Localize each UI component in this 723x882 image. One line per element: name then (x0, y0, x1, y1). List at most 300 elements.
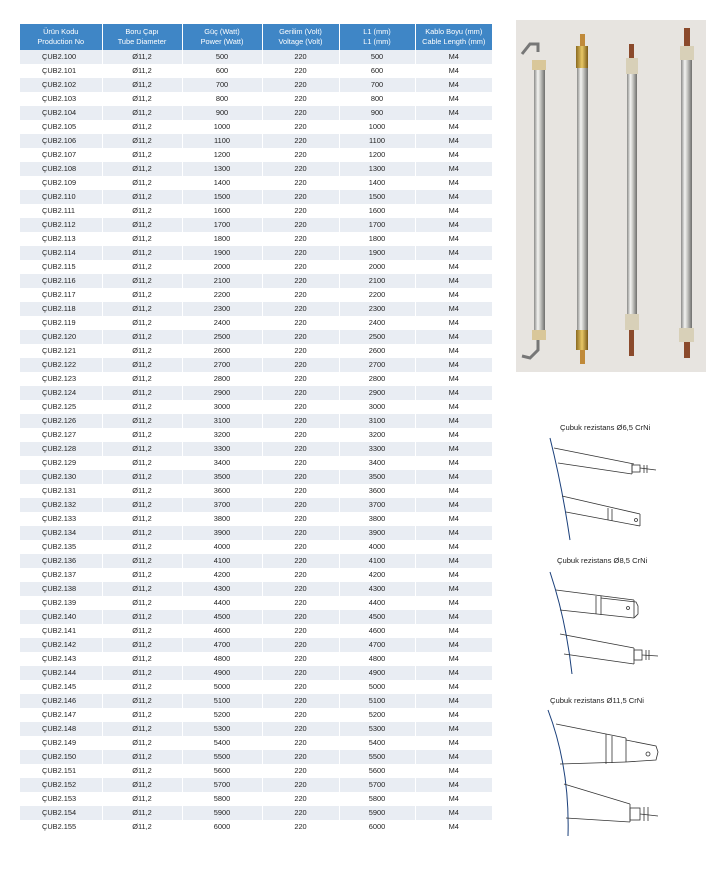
table-cell: Ø11,2 (102, 302, 182, 316)
table-cell: M4 (415, 302, 492, 316)
table-cell: ÇUB2.104 (20, 106, 102, 120)
table-cell: ÇUB2.111 (20, 204, 102, 218)
table-cell: 220 (262, 666, 339, 680)
column-header-en: L1 (mm) (363, 37, 391, 46)
table-cell: 4000 (339, 540, 415, 554)
table-cell: ÇUB2.128 (20, 442, 102, 456)
table-cell: Ø11,2 (102, 596, 182, 610)
heating-rods-photo (516, 20, 706, 372)
table-cell: Ø11,2 (102, 148, 182, 162)
table-cell: 3700 (182, 498, 262, 512)
table-cell: 2100 (182, 274, 262, 288)
table-row (20, 778, 492, 792)
table-cell: 4400 (339, 596, 415, 610)
table-cell: 220 (262, 386, 339, 400)
table-cell: 4300 (182, 582, 262, 596)
table-cell: 5600 (339, 764, 415, 778)
table-cell: ÇUB2.120 (20, 330, 102, 344)
table-cell: 220 (262, 162, 339, 176)
table-cell: 500 (339, 50, 415, 64)
table-cell: Ø11,2 (102, 190, 182, 204)
table-cell: 220 (262, 722, 339, 736)
table-cell: M4 (415, 330, 492, 344)
table-cell: Ø11,2 (102, 792, 182, 806)
table-cell: Ø11,2 (102, 50, 182, 64)
table-cell: 220 (262, 582, 339, 596)
table-cell: 220 (262, 498, 339, 512)
table-cell: 1800 (339, 232, 415, 246)
table-cell: 5000 (182, 680, 262, 694)
table-cell: 4700 (339, 638, 415, 652)
table-row (20, 610, 492, 624)
table-cell: M4 (415, 484, 492, 498)
table-cell: ÇUB2.139 (20, 596, 102, 610)
table-cell: 220 (262, 400, 339, 414)
table-cell: M4 (415, 218, 492, 232)
table-cell: M4 (415, 610, 492, 624)
table-cell: 220 (262, 204, 339, 218)
table-cell: ÇUB2.140 (20, 610, 102, 624)
table-cell: Ø11,2 (102, 232, 182, 246)
table-cell: 5100 (339, 694, 415, 708)
table-cell: 220 (262, 470, 339, 484)
table-row (20, 554, 492, 568)
table-cell: 5400 (182, 736, 262, 750)
table-cell: ÇUB2.133 (20, 512, 102, 526)
table-cell: 3400 (182, 456, 262, 470)
table-cell: 1900 (182, 246, 262, 260)
table-cell: 220 (262, 484, 339, 498)
table-cell: 220 (262, 274, 339, 288)
column-header-tr: Güç (Watt) (204, 27, 240, 36)
table-cell: M4 (415, 470, 492, 484)
table-row (20, 498, 492, 512)
table-cell: 5300 (339, 722, 415, 736)
table-cell: 2700 (182, 358, 262, 372)
table-cell: ÇUB2.138 (20, 582, 102, 596)
table-cell: 2900 (339, 386, 415, 400)
table-row (20, 232, 492, 246)
table-cell: 6000 (339, 820, 415, 834)
table-row (20, 736, 492, 750)
table-cell: M4 (415, 204, 492, 218)
rod-2 (576, 34, 588, 364)
table-row (20, 204, 492, 218)
table-row (20, 456, 492, 470)
table-cell: Ø11,2 (102, 736, 182, 750)
table-row (20, 624, 492, 638)
table-cell: 220 (262, 694, 339, 708)
table-cell: 5500 (339, 750, 415, 764)
table-cell: 1000 (339, 120, 415, 134)
table-cell: Ø11,2 (102, 274, 182, 288)
table-cell: M4 (415, 652, 492, 666)
table-row (20, 820, 492, 834)
table-row (20, 568, 492, 582)
table-cell: ÇUB2.144 (20, 666, 102, 680)
table-cell: 220 (262, 750, 339, 764)
table-row (20, 680, 492, 694)
table-cell: 1300 (339, 162, 415, 176)
column-header (20, 24, 102, 50)
table-cell: Ø11,2 (102, 358, 182, 372)
table-cell: ÇUB2.105 (20, 120, 102, 134)
table-cell: Ø11,2 (102, 330, 182, 344)
table-cell: 220 (262, 680, 339, 694)
table-cell: ÇUB2.134 (20, 526, 102, 540)
table-cell: 1700 (339, 218, 415, 232)
table-cell: ÇUB2.118 (20, 302, 102, 316)
table-cell: ÇUB2.141 (20, 624, 102, 638)
table-cell: 5500 (182, 750, 262, 764)
table-cell: Ø11,2 (102, 316, 182, 330)
table-cell: 5000 (339, 680, 415, 694)
table-cell: 4000 (182, 540, 262, 554)
table-cell: ÇUB2.123 (20, 372, 102, 386)
table-row (20, 666, 492, 680)
table-row (20, 764, 492, 778)
table-cell: ÇUB2.150 (20, 750, 102, 764)
table-cell: Ø11,2 (102, 526, 182, 540)
table-cell: 220 (262, 148, 339, 162)
table-cell: 5700 (339, 778, 415, 792)
table-cell: ÇUB2.142 (20, 638, 102, 652)
table-cell: Ø11,2 (102, 64, 182, 78)
table-cell: 1200 (182, 148, 262, 162)
table-cell: 500 (182, 50, 262, 64)
table-cell: 2000 (339, 260, 415, 274)
table-cell: 1100 (339, 134, 415, 148)
table-cell: M4 (415, 288, 492, 302)
table-row (20, 176, 492, 190)
column-header-en: Voltage (Volt) (278, 37, 323, 46)
table-cell: 3200 (339, 428, 415, 442)
column-header-tr: Kablo Boyu (mm) (425, 27, 483, 36)
table-cell: Ø11,2 (102, 246, 182, 260)
table-cell: Ø11,2 (102, 764, 182, 778)
table-cell: Ø11,2 (102, 568, 182, 582)
table-cell: 800 (339, 92, 415, 106)
table-cell: M4 (415, 512, 492, 526)
table-cell: 220 (262, 330, 339, 344)
table-row (20, 316, 492, 330)
table-cell: M4 (415, 456, 492, 470)
table-row (20, 652, 492, 666)
table-cell: 1600 (182, 204, 262, 218)
table-cell: 220 (262, 260, 339, 274)
table-cell: 220 (262, 708, 339, 722)
table-row (20, 540, 492, 554)
column-header-en: Tube Diameter (117, 37, 167, 46)
table-cell: 1900 (339, 246, 415, 260)
table-cell: 2200 (339, 288, 415, 302)
table-cell: ÇUB2.103 (20, 92, 102, 106)
table-cell: 1600 (339, 204, 415, 218)
table-cell: Ø11,2 (102, 414, 182, 428)
table-cell: 5300 (182, 722, 262, 736)
table-cell: ÇUB2.126 (20, 414, 102, 428)
table-cell: M4 (415, 148, 492, 162)
table-cell: Ø11,2 (102, 92, 182, 106)
table-cell: 1200 (339, 148, 415, 162)
table-row (20, 106, 492, 120)
table-cell: 2400 (182, 316, 262, 330)
table-cell: 2800 (182, 372, 262, 386)
table-cell: 220 (262, 456, 339, 470)
table-cell: M4 (415, 414, 492, 428)
table-row (20, 302, 492, 316)
table-cell: 2000 (182, 260, 262, 274)
table-cell: 220 (262, 176, 339, 190)
table-cell: Ø11,2 (102, 652, 182, 666)
column-header (339, 24, 415, 50)
table-cell: M4 (415, 64, 492, 78)
table-cell: 5700 (182, 778, 262, 792)
rod-3 (625, 44, 639, 356)
table-cell: 1800 (182, 232, 262, 246)
table-cell: 5800 (339, 792, 415, 806)
table-cell: 220 (262, 120, 339, 134)
table-cell: M4 (415, 708, 492, 722)
table-cell: ÇUB2.121 (20, 344, 102, 358)
table-cell: 2300 (182, 302, 262, 316)
table-cell: 220 (262, 344, 339, 358)
table-cell: 220 (262, 414, 339, 428)
table-row (20, 414, 492, 428)
table-row (20, 484, 492, 498)
table-cell: 220 (262, 442, 339, 456)
table-cell: ÇUB2.107 (20, 148, 102, 162)
table-cell: M4 (415, 778, 492, 792)
table-cell: 3800 (182, 512, 262, 526)
table-cell: M4 (415, 638, 492, 652)
table-cell: Ø11,2 (102, 400, 182, 414)
table-cell: M4 (415, 428, 492, 442)
table-cell: ÇUB2.131 (20, 484, 102, 498)
table-cell: M4 (415, 106, 492, 120)
table-cell: Ø11,2 (102, 694, 182, 708)
table-cell: 4200 (182, 568, 262, 582)
table-cell: Ø11,2 (102, 386, 182, 400)
table-row (20, 694, 492, 708)
product-photo (516, 20, 706, 372)
table-cell: ÇUB2.125 (20, 400, 102, 414)
table-cell: 4100 (182, 554, 262, 568)
table-cell: 800 (182, 92, 262, 106)
table-cell: Ø11,2 (102, 78, 182, 92)
table-cell: 220 (262, 316, 339, 330)
product-table (20, 24, 492, 834)
table-cell: 2600 (182, 344, 262, 358)
table-cell: M4 (415, 274, 492, 288)
table-cell: Ø11,2 (102, 456, 182, 470)
table-cell: ÇUB2.127 (20, 428, 102, 442)
table-cell: 4300 (339, 582, 415, 596)
table-cell: Ø11,2 (102, 540, 182, 554)
table-cell: 2300 (339, 302, 415, 316)
column-header-en: Power (Watt) (200, 37, 244, 46)
table-cell: 2200 (182, 288, 262, 302)
table-cell: M4 (415, 372, 492, 386)
table-cell: 3900 (182, 526, 262, 540)
table-cell: ÇUB2.147 (20, 708, 102, 722)
table-cell: Ø11,2 (102, 134, 182, 148)
table-cell: 2800 (339, 372, 415, 386)
table-cell: ÇUB2.114 (20, 246, 102, 260)
table-cell: ÇUB2.129 (20, 456, 102, 470)
table-cell: M4 (415, 666, 492, 680)
table-cell: 600 (182, 64, 262, 78)
table-row (20, 582, 492, 596)
table-cell: 3000 (182, 400, 262, 414)
table-row (20, 50, 492, 64)
table-cell: 5800 (182, 792, 262, 806)
table-row (20, 148, 492, 162)
table-row (20, 274, 492, 288)
table-row (20, 512, 492, 526)
table-cell: 220 (262, 512, 339, 526)
table-cell: ÇUB2.135 (20, 540, 102, 554)
table-cell: 700 (182, 78, 262, 92)
table-cell: 4600 (182, 624, 262, 638)
table-cell: Ø11,2 (102, 106, 182, 120)
table-cell: 2900 (182, 386, 262, 400)
table-cell: Ø11,2 (102, 484, 182, 498)
table-row (20, 330, 492, 344)
table-cell: Ø11,2 (102, 750, 182, 764)
table-row (20, 470, 492, 484)
table-cell: 220 (262, 526, 339, 540)
table-cell: ÇUB2.112 (20, 218, 102, 232)
table-cell: 220 (262, 372, 339, 386)
table-cell: 3100 (182, 414, 262, 428)
table-row (20, 190, 492, 204)
table-row (20, 638, 492, 652)
table-cell: Ø11,2 (102, 470, 182, 484)
table-cell: ÇUB2.101 (20, 64, 102, 78)
table-cell: M4 (415, 526, 492, 540)
table-cell: Ø11,2 (102, 120, 182, 134)
table-cell: 4900 (339, 666, 415, 680)
table-cell: 220 (262, 554, 339, 568)
table-cell: ÇUB2.151 (20, 764, 102, 778)
table-cell: Ø11,2 (102, 288, 182, 302)
table-cell: M4 (415, 764, 492, 778)
table-row (20, 134, 492, 148)
table-cell: M4 (415, 190, 492, 204)
column-header (182, 24, 262, 50)
table-cell: 220 (262, 652, 339, 666)
table-cell: M4 (415, 722, 492, 736)
table-cell: 5900 (339, 806, 415, 820)
table-row (20, 92, 492, 106)
column-header (102, 24, 182, 50)
table-cell: 220 (262, 624, 339, 638)
table-cell: 5200 (339, 708, 415, 722)
table-cell: ÇUB2.109 (20, 176, 102, 190)
table-cell: 220 (262, 540, 339, 554)
table-cell: 4800 (182, 652, 262, 666)
table-cell: 4500 (182, 610, 262, 624)
table-cell: 3300 (182, 442, 262, 456)
table-cell: Ø11,2 (102, 806, 182, 820)
table-row (20, 344, 492, 358)
table-cell: ÇUB2.117 (20, 288, 102, 302)
table-cell: 220 (262, 64, 339, 78)
table-cell: M4 (415, 554, 492, 568)
table-cell: 2700 (339, 358, 415, 372)
table-cell: ÇUB2.145 (20, 680, 102, 694)
table-cell: ÇUB2.100 (20, 50, 102, 64)
column-header-en: Production No (37, 37, 85, 46)
table-cell: Ø11,2 (102, 176, 182, 190)
table-cell: 220 (262, 232, 339, 246)
table-cell: 220 (262, 778, 339, 792)
table-cell: 3500 (182, 470, 262, 484)
table-cell: Ø11,2 (102, 708, 182, 722)
column-header (415, 24, 492, 50)
table-cell: 220 (262, 246, 339, 260)
table-cell: Ø11,2 (102, 680, 182, 694)
table-cell: M4 (415, 358, 492, 372)
table-cell: 3800 (339, 512, 415, 526)
table-cell: 1000 (182, 120, 262, 134)
rod-1 (522, 44, 546, 358)
table-cell: ÇUB2.136 (20, 554, 102, 568)
table-cell: M4 (415, 736, 492, 750)
table-cell: M4 (415, 820, 492, 834)
table-cell: Ø11,2 (102, 610, 182, 624)
table-cell: ÇUB2.106 (20, 134, 102, 148)
table-cell: 220 (262, 610, 339, 624)
column-header-tr: Ürün Kodu (43, 27, 79, 36)
table-cell: 4500 (339, 610, 415, 624)
table-cell: 4800 (339, 652, 415, 666)
table-cell: ÇUB2.155 (20, 820, 102, 834)
column-header-tr: Boru Çapı (125, 27, 159, 36)
table-cell: 1500 (339, 190, 415, 204)
table-cell: M4 (415, 50, 492, 64)
column-header-tr: Gerilim (Volt) (279, 27, 322, 36)
table-cell: 3000 (339, 400, 415, 414)
table-cell: 5100 (182, 694, 262, 708)
table-cell: M4 (415, 750, 492, 764)
table-cell: Ø11,2 (102, 372, 182, 386)
table-cell: Ø11,2 (102, 778, 182, 792)
table-cell: 700 (339, 78, 415, 92)
table-cell: M4 (415, 260, 492, 274)
table-row (20, 708, 492, 722)
table-cell: 220 (262, 596, 339, 610)
table-row (20, 358, 492, 372)
diagram-caption-2: Çubuk rezistans Ø8,5 CrNi (557, 556, 648, 565)
table-cell: 3700 (339, 498, 415, 512)
table-cell: 600 (339, 64, 415, 78)
table-cell: ÇUB2.130 (20, 470, 102, 484)
table-cell: 220 (262, 358, 339, 372)
table-cell: Ø11,2 (102, 554, 182, 568)
table-cell: M4 (415, 498, 492, 512)
table-cell: Ø11,2 (102, 218, 182, 232)
table-cell: 3500 (339, 470, 415, 484)
table-cell: M4 (415, 386, 492, 400)
table-cell: 1500 (182, 190, 262, 204)
table-cell: ÇUB2.143 (20, 652, 102, 666)
table-row (20, 372, 492, 386)
table-row (20, 400, 492, 414)
table-cell: M4 (415, 596, 492, 610)
table-cell: 3600 (339, 484, 415, 498)
